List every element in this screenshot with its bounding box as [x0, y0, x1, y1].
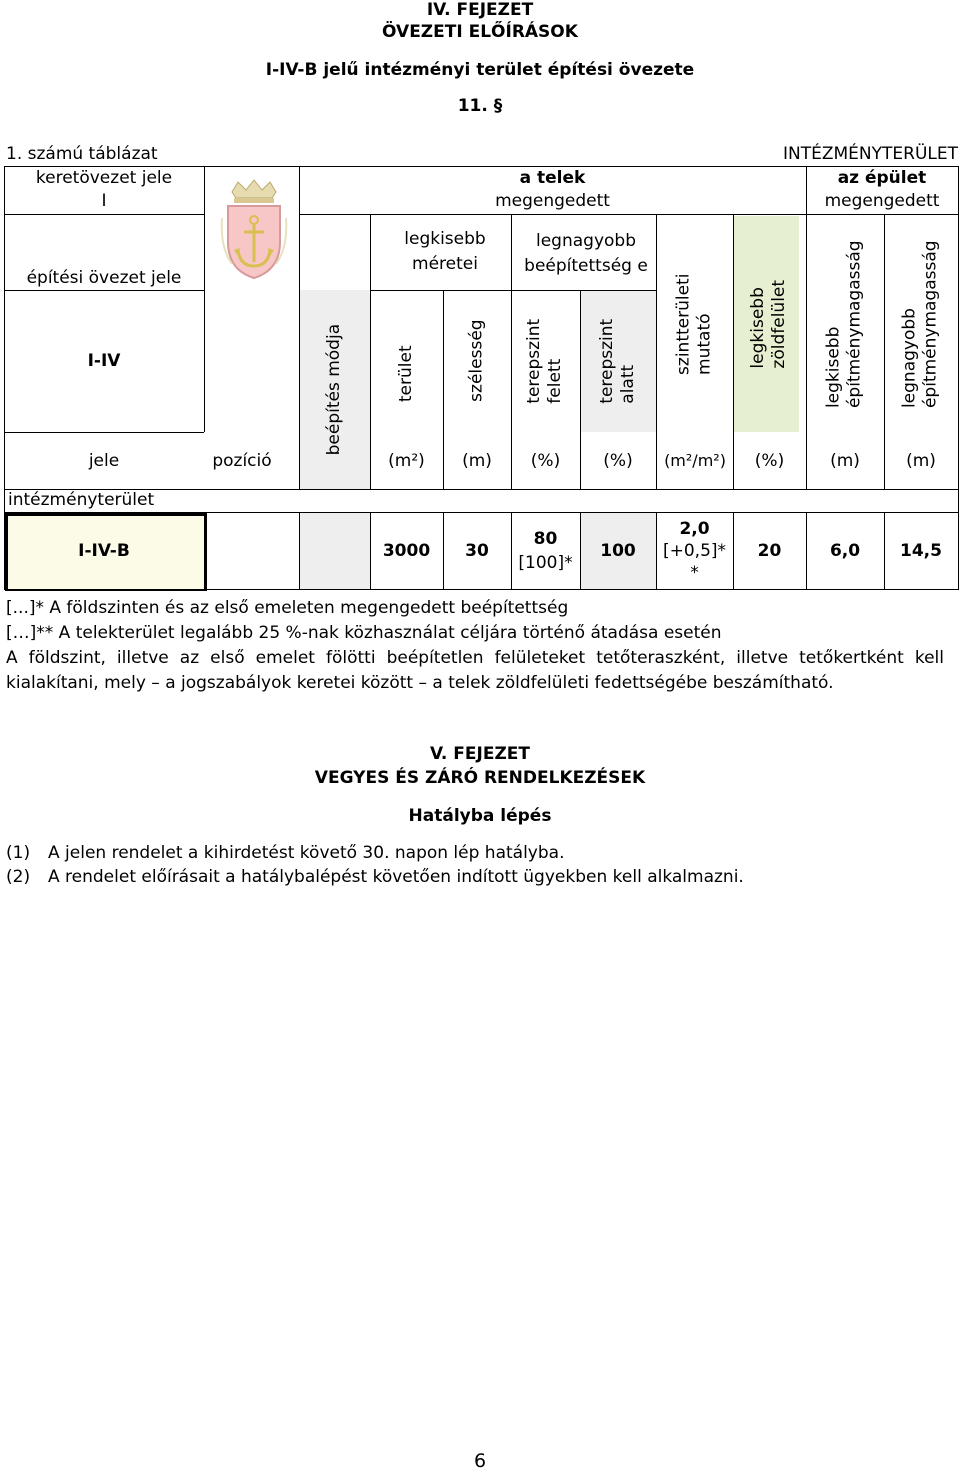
- chapter5-title: VEGYES ÉS ZÁRÓ RENDELKEZÉSEK: [314, 768, 646, 788]
- above-ground-header: terepszint felett: [524, 318, 566, 404]
- item-1-number: (1): [6, 843, 31, 863]
- min-dimensions-header: legkisebb méretei: [404, 229, 486, 274]
- unit-green: (%): [754, 450, 785, 471]
- building-allowed-label: megengedett: [824, 191, 940, 211]
- plot-allowed-label: megengedett: [495, 191, 610, 211]
- chapter5-heading: V. FEJEZET: [429, 744, 531, 764]
- page-number: 6: [473, 1450, 487, 1472]
- unit-area: (m²): [388, 450, 425, 471]
- max-height-header: legnagyobb építménymagasság: [899, 240, 942, 408]
- table-number: 1. számú táblázat: [6, 144, 158, 164]
- unit-min-height: (m): [830, 450, 860, 471]
- min-height-header: legkisebb építménymagasság: [823, 240, 866, 408]
- building-group-header: [806, 166, 958, 214]
- plot-group-label: a telek: [519, 168, 586, 188]
- row-zone: I-IV-B: [78, 540, 130, 561]
- note-paragraph: A földszint, illetve az első emelet fölötti beépítetlen felületeket tetőteraszként, illetve tetőkertként kell kialakítani, mely – a jogszabályok keretei között – a telek zöldfelületi fedettségébe beszámítható.: [6, 648, 944, 693]
- building-group-label: az épület: [837, 168, 927, 188]
- plot-group-header: [299, 166, 806, 214]
- width-header: szélesség: [466, 319, 487, 403]
- area-header: terület: [395, 345, 416, 403]
- construction-mode-header: beépítés módja: [323, 324, 344, 456]
- chapter-title: ÖVEZETI ELŐÍRÁSOK: [382, 22, 578, 42]
- unit-above: (%): [530, 450, 561, 471]
- building-zone-label: építési övezet jele: [26, 267, 182, 288]
- floor-area-ratio-header: szintterületi mutató: [673, 273, 715, 375]
- unit-width: (m): [462, 450, 492, 471]
- frame-zone-cell: [4, 166, 204, 214]
- unit-max-height: (m): [906, 450, 936, 471]
- building-zone-value: I-IV: [87, 350, 121, 371]
- max-coverage-header: legnagyobb beépítettség e: [524, 231, 648, 276]
- item-2-number: (2): [6, 867, 31, 887]
- unit-ratio: (m²/m²): [664, 451, 726, 471]
- min-green-header: legkisebb zöldfelület: [748, 279, 790, 369]
- item-2-text: A rendelet előírásait a hatálybalépést követően indított ügyekben kell alkalmazni.: [48, 867, 744, 887]
- coat-of-arms-icon: [218, 178, 290, 282]
- sign-label: jele: [88, 450, 120, 471]
- frame-zone-value: I: [101, 191, 107, 211]
- unit-below: (%): [603, 450, 633, 471]
- row-max-height: 14,5: [900, 540, 942, 561]
- chapter-heading: IV. FEJEZET: [426, 0, 534, 20]
- row-below: 100: [600, 540, 636, 561]
- note-2: […]** A telekterület legalább 25 %-nak közhasználat céljára történő átadása esetén: [6, 623, 722, 643]
- table-category: INTÉZMÉNYTERÜLET: [783, 144, 958, 164]
- row-width: 30: [465, 540, 489, 561]
- row-min-height: 6,0: [829, 540, 861, 561]
- row-coverage: 80 [100]*: [518, 529, 573, 573]
- row-green: 20: [757, 540, 782, 561]
- row-area: 3000: [382, 540, 431, 561]
- frame-zone-label: keretövezet jele: [35, 168, 173, 188]
- chapter5-subtitle: Hatályba lépés: [408, 806, 552, 826]
- row-ratio: 2,0 [+0,5]* *: [662, 519, 727, 583]
- position-label: pozíció: [212, 450, 272, 471]
- item-1-text: A jelen rendelet a kihirdetést követő 30. napon lép hatályba.: [48, 843, 565, 863]
- note-1: [...]* A földszinten és az első emeleten megengedett beépítettség: [6, 598, 569, 618]
- section-number: 11. §: [457, 96, 503, 116]
- zone-title: I-IV-B jelű intézményi terület építési övezete: [265, 60, 695, 80]
- below-ground-header: terepszint alatt: [596, 318, 638, 404]
- zone-type-label: intézményterület: [8, 490, 155, 510]
